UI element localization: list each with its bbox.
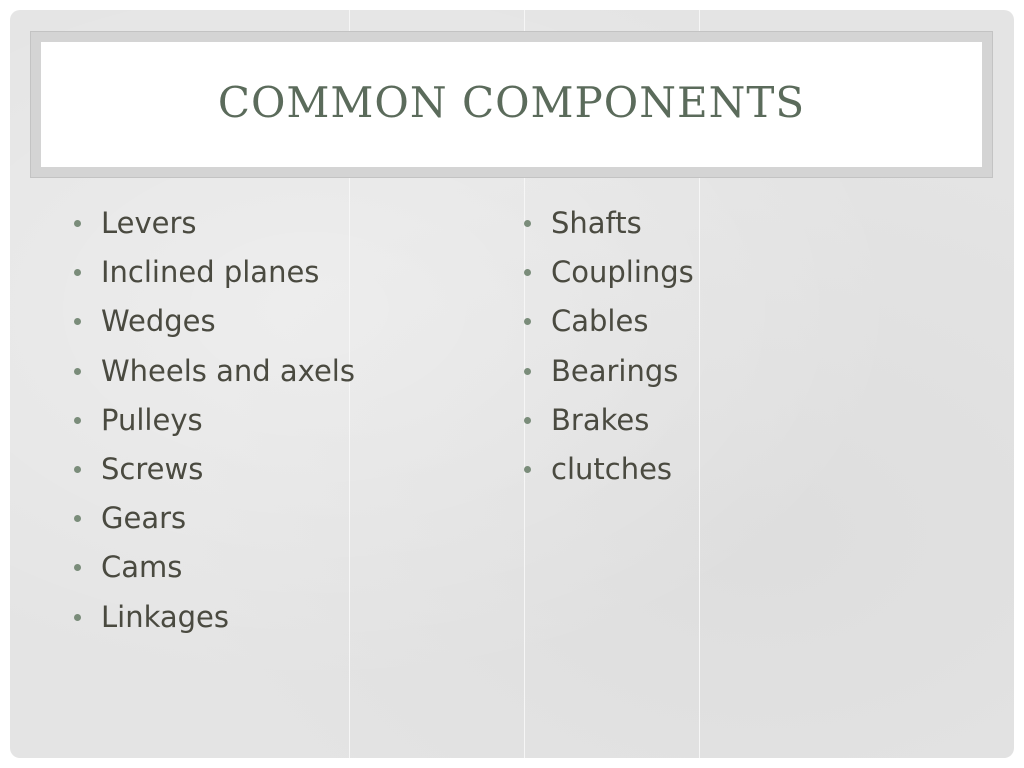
bullet-icon [74, 318, 81, 325]
list-item-label: Brakes [551, 402, 650, 437]
list-item-label: Gears [101, 501, 187, 536]
list-item-label: Inclined planes [101, 255, 320, 290]
list-item [524, 451, 694, 500]
list-item [524, 205, 694, 254]
list-item [74, 303, 355, 352]
list-item-label: Wedges [101, 304, 216, 339]
list-item-label: Cables [551, 304, 649, 339]
bullet-icon [74, 515, 81, 522]
list-item [524, 303, 694, 352]
slide-title: COMMON COMPONENTS [217, 78, 806, 127]
right-bullet-list [524, 205, 694, 500]
list-item [74, 500, 355, 549]
bullet-icon [74, 269, 81, 276]
list-item-label: Pulleys [101, 402, 203, 437]
list-item [74, 451, 355, 500]
list-item-label: Linkages [101, 599, 230, 634]
list-item [524, 402, 694, 451]
list-item-label: clutches [551, 451, 673, 486]
bullet-icon [524, 220, 531, 227]
bullet-icon [524, 466, 531, 473]
list-item-label: Shafts [551, 206, 642, 240]
list-item-label: Wheels and axels [101, 353, 355, 388]
list-item [74, 353, 355, 402]
bullet-icon [524, 318, 531, 325]
left-bullet-list [74, 205, 355, 648]
list-item-label: Bearings [551, 353, 679, 388]
list-item-label: Screws [101, 451, 204, 486]
bullet-icon [524, 417, 531, 424]
bullet-icon [524, 269, 531, 276]
bullet-icon [74, 417, 81, 424]
slide [10, 10, 1014, 758]
list-item [524, 353, 694, 402]
list-item [74, 254, 355, 303]
bullet-icon [74, 466, 81, 473]
list-item [74, 205, 355, 254]
bullet-icon [74, 220, 81, 227]
bullet-icon [524, 368, 531, 375]
list-item [74, 402, 355, 451]
list-item-label: Cams [101, 550, 183, 585]
bullet-icon [74, 614, 81, 621]
list-item [524, 254, 694, 303]
list-item [74, 549, 355, 598]
list-item-label: Levers [101, 206, 197, 240]
bullet-icon [74, 368, 81, 375]
bullet-icon [74, 564, 81, 571]
list-item-label: Couplings [551, 255, 694, 290]
list-item [74, 599, 355, 648]
title-frame [30, 31, 993, 178]
title-box [41, 42, 982, 167]
